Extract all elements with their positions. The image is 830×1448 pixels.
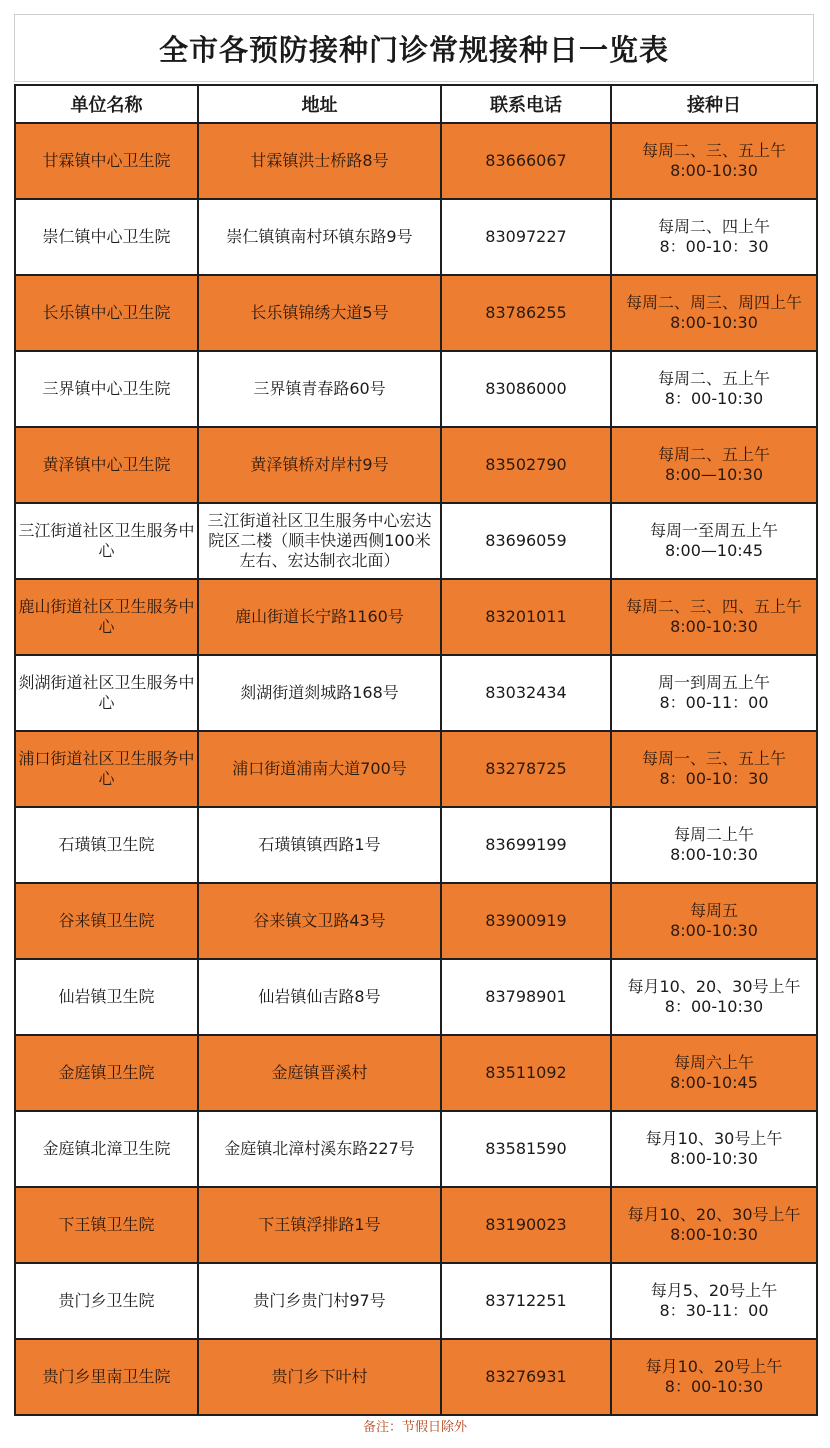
table-row [15,199,817,275]
table-row [15,1339,817,1415]
cell-address: 鹿山街道长宁路1160号 [198,579,441,655]
cell-schedule [611,1263,817,1339]
schedule-time: 8：00-10：30 [659,769,769,788]
cell-schedule [611,199,817,275]
cell-phone: 83502790 [441,427,611,503]
cell-address: 谷来镇文卫路43号 [198,883,441,959]
cell-schedule [611,655,817,731]
schedule-days: 每周二、周三、周四上午 [625,293,802,312]
table-header-row [15,85,817,123]
header-address: 地址 [198,85,441,123]
schedule-time: 8：00-10:30 [664,1377,764,1396]
table-row [15,579,817,655]
schedule-time: 8:00—10:45 [664,541,764,560]
cell-schedule [611,807,817,883]
schedule-time: 8:00-10:30 [670,617,758,636]
cell-unit-name: 谷来镇卫生院 [15,883,198,959]
table-row [15,123,817,199]
cell-address: 崇仁镇镇南村环镇东路9号 [198,199,441,275]
schedule-time: 8:00-10:30 [670,1225,758,1244]
cell-unit-name: 金庭镇北漳卫生院 [15,1111,198,1187]
cell-phone: 83900919 [441,883,611,959]
schedule-time: 8：00-11：00 [659,693,769,712]
header-unit-name: 单位名称 [15,85,198,123]
cell-unit-name: 黄泽镇中心卫生院 [15,427,198,503]
cell-phone: 83696059 [441,503,611,579]
schedule-time: 8：00-10:30 [664,997,764,1016]
cell-phone: 83712251 [441,1263,611,1339]
cell-address: 贵门乡下叶村 [198,1339,441,1415]
table-body [15,123,817,1415]
table-row [15,1035,817,1111]
table-row [15,1111,817,1187]
cell-phone: 83798901 [441,959,611,1035]
table-row [15,503,817,579]
schedule-days: 每周二、三、五上午 [641,141,786,160]
cell-address: 剡湖街道剡城路168号 [198,655,441,731]
schedule-time: 8:00—10:30 [664,465,764,484]
cell-unit-name: 贵门乡卫生院 [15,1263,198,1339]
cell-address: 仙岩镇仙吉路8号 [198,959,441,1035]
table-row [15,427,817,503]
table-row [15,1187,817,1263]
cell-unit-name: 崇仁镇中心卫生院 [15,199,198,275]
table-row [15,959,817,1035]
cell-schedule [611,1111,817,1187]
cell-unit-name: 金庭镇卫生院 [15,1035,198,1111]
cell-unit-name: 浦口街道社区卫生服务中心 [15,731,198,807]
cell-address: 石璜镇镇西路1号 [198,807,441,883]
cell-schedule [611,427,817,503]
cell-unit-name: 下王镇卫生院 [15,1187,198,1263]
cell-address: 三界镇青春路60号 [198,351,441,427]
cell-address: 贵门乡贵门村97号 [198,1263,441,1339]
cell-unit-name: 三江街道社区卫生服务中心 [15,503,198,579]
table-row [15,655,817,731]
schedule-days: 每周二、三、四、五上午 [625,597,802,616]
cell-schedule [611,883,817,959]
schedule-days: 每周二上午 [673,825,754,844]
cell-unit-name: 三界镇中心卫生院 [15,351,198,427]
schedule-time: 8:00-10:30 [670,313,758,332]
schedule-time: 8：00-10：30 [659,237,769,256]
cell-schedule [611,579,817,655]
cell-schedule [611,123,817,199]
page-title: 全市各预防接种门诊常规接种日一览表 [158,32,669,67]
schedule-time: 8:00-10:45 [670,1073,758,1092]
cell-unit-name: 贵门乡里南卫生院 [15,1339,198,1415]
table-row [15,731,817,807]
cell-unit-name: 鹿山街道社区卫生服务中心 [15,579,198,655]
cell-phone: 83581590 [441,1111,611,1187]
schedule-days: 每月10、20、30号上午 [627,1205,801,1224]
schedule-days: 每周一、三、五上午 [641,749,786,768]
cell-phone: 83699199 [441,807,611,883]
cell-phone: 83032434 [441,655,611,731]
cell-schedule [611,959,817,1035]
cell-schedule [611,1339,817,1415]
cell-address: 金庭镇晋溪村 [198,1035,441,1111]
schedule-days: 每周二、四上午 [657,217,770,236]
schedule-days: 每月10、20、30号上午 [627,977,801,996]
schedule-time: 8:00-10:30 [670,1149,758,1168]
cell-unit-name: 剡湖街道社区卫生服务中心 [15,655,198,731]
cell-address: 浦口街道浦南大道700号 [198,731,441,807]
table-row [15,275,817,351]
cell-schedule [611,351,817,427]
cell-unit-name: 长乐镇中心卫生院 [15,275,198,351]
cell-schedule [611,275,817,351]
schedule-days: 每月10、30号上午 [645,1129,783,1148]
footnote: 备注：节假日除外 [362,1420,467,1435]
cell-unit-name: 甘霖镇中心卫生院 [15,123,198,199]
schedule-days: 每周二、五上午 [657,369,770,388]
cell-phone: 83276931 [441,1339,611,1415]
schedule-days: 每月5、20号上午 [650,1281,778,1300]
table-row [15,883,817,959]
header-vaccination-day: 接种日 [611,85,817,123]
schedule-days: 每周五 [689,901,738,920]
schedule-time: 8:00-10:30 [670,845,758,864]
cell-unit-name: 石璜镇卫生院 [15,807,198,883]
cell-phone: 83201011 [441,579,611,655]
cell-unit-name: 仙岩镇卫生院 [15,959,198,1035]
table-row [15,807,817,883]
vaccination-schedule-table [14,84,818,1416]
cell-address: 三江街道社区卫生服务中心宏达院区二楼（顺丰快递西侧100米左右、宏达制衣北面） [198,503,441,579]
cell-address: 金庭镇北漳村溪东路227号 [198,1111,441,1187]
schedule-days: 每周一至周五上午 [649,521,778,540]
schedule-days: 每月10、20号上午 [645,1357,783,1376]
title-box [14,14,814,82]
cell-address: 黄泽镇桥对岸村9号 [198,427,441,503]
cell-phone: 83511092 [441,1035,611,1111]
schedule-days: 周一到周五上午 [657,673,770,692]
schedule-days: 每周六上午 [673,1053,754,1072]
schedule-time: 8：30-11：00 [659,1301,769,1320]
table-row [15,351,817,427]
cell-phone: 83097227 [441,199,611,275]
schedule-time: 8:00-10:30 [670,921,758,940]
cell-address: 甘霖镇洪士桥路8号 [198,123,441,199]
schedule-time: 8：00-10:30 [664,389,764,408]
cell-schedule [611,731,817,807]
cell-phone: 83086000 [441,351,611,427]
cell-phone: 83786255 [441,275,611,351]
cell-phone: 83190023 [441,1187,611,1263]
cell-schedule [611,1035,817,1111]
header-phone: 联系电话 [441,85,611,123]
schedule-time: 8:00-10:30 [670,161,758,180]
schedule-days: 每周二、五上午 [657,445,770,464]
cell-address: 下王镇浮排路1号 [198,1187,441,1263]
cell-schedule [611,1187,817,1263]
table-row [15,1263,817,1339]
cell-phone: 83666067 [441,123,611,199]
cell-phone: 83278725 [441,731,611,807]
cell-schedule [611,503,817,579]
cell-address: 长乐镇锦绣大道5号 [198,275,441,351]
